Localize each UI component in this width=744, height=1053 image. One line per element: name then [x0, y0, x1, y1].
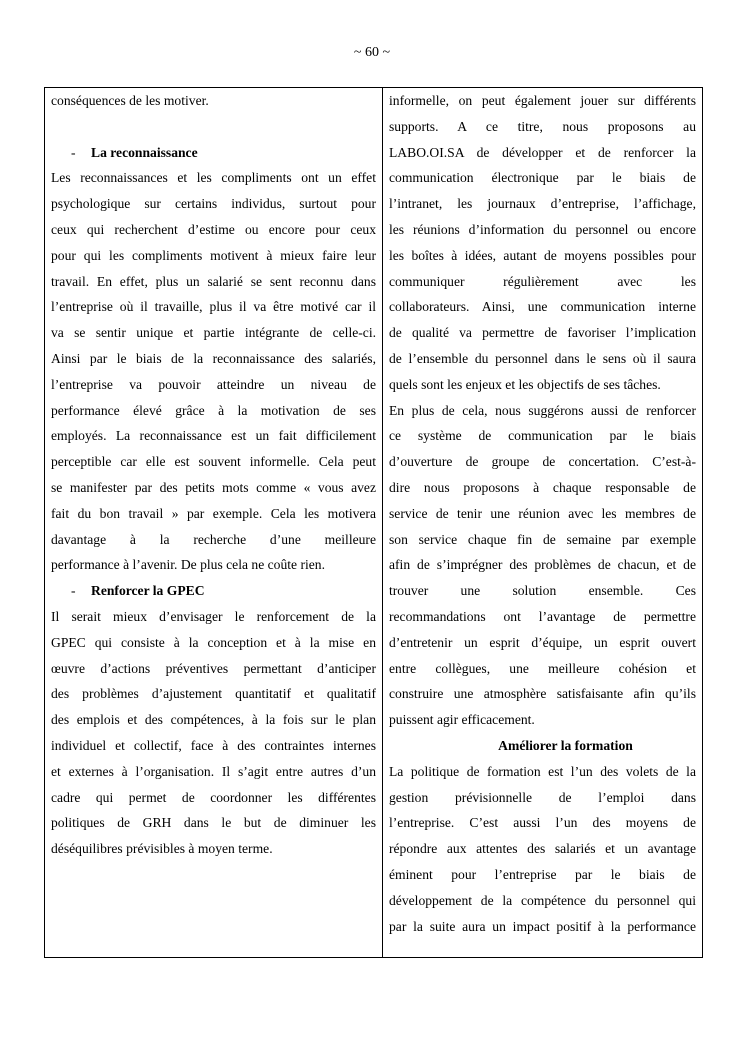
text-line: pour qui les compliments motivent à mieux faire leur — [51, 247, 376, 263]
text-line: politiques de GRH dans le but de diminuer les — [51, 815, 376, 831]
text-line: La politique de formation est l’un des volets de la — [389, 763, 696, 779]
text-line: communication électronique par le biais de — [389, 170, 696, 186]
text-line: d’ouverture de groupe de concertation. C’est-à- — [389, 454, 696, 470]
text-line: service de tenir une réunion avec les membres de — [389, 505, 696, 521]
section-heading-formation: Améliorer la formation — [498, 737, 633, 753]
heading-text: Renforcer la GPEC — [91, 583, 205, 599]
text-line: Ainsi par le biais de la reconnaissance des salariés, — [51, 350, 376, 366]
text-line: par la suite aura un impact positif à la performance — [389, 918, 696, 934]
text-line: davantage à la recherche d’une meilleure — [51, 531, 376, 547]
text-line: des problèmes d’ajustement quantitatif et qualitatif — [51, 686, 376, 702]
text-line: LABO.OI.SA de développer et de renforcer la — [389, 144, 696, 160]
text-line: déséquilibres prévisibles à moyen terme. — [51, 841, 273, 857]
text-line: construire une atmosphère satisfaisante afin qu’ils — [389, 686, 696, 702]
text-line: En plus de cela, nous suggérons aussi de renforcer — [389, 402, 696, 418]
text-line: trouver une solution ensemble. Ces — [389, 583, 696, 599]
text-line: se manifester par des petits mots comme « vous avez — [51, 479, 376, 495]
text-line: dire nous proposons à chaque responsable de — [389, 479, 696, 495]
text-line: l’entreprise. C’est aussi l’un des moyens de — [389, 815, 696, 831]
text-line: travail. En effet, plus un salarié se sent reconnu dans — [51, 273, 376, 289]
page-number: ~ 60 ~ — [353, 45, 391, 60]
text-line: informelle, on peut également jouer sur différents — [389, 93, 696, 108]
text-line: l’intranet, les journaux d’entreprise, l’affichage, — [389, 196, 696, 212]
section-heading-gpec — [51, 578, 376, 604]
text-line: gestion prévisionnelle de l’emploi dans — [389, 789, 696, 805]
right-column — [383, 88, 702, 957]
text-line: œuvre d’actions préventives permettant d’anticiper — [51, 660, 376, 676]
text-line: conséquences de les motiver. — [51, 93, 209, 108]
left-column — [45, 88, 383, 957]
text-line: fait du bon travail » par exemple. Cela les motivera — [51, 505, 376, 521]
text-line: performance à l’avenir. De plus cela ne coûte rien. — [51, 557, 326, 573]
text-line: son service chaque fin de semaine par exemple — [389, 531, 696, 547]
text-line: les réunions d’information du personnel ou encore — [389, 221, 696, 237]
text-line: répondre aux attentes des salariés et un avantage — [389, 841, 696, 857]
text-line: individuel et collectif, face à des contraintes internes — [51, 737, 376, 753]
two-column-table — [44, 87, 703, 958]
text-line: employés. La reconnaissance est un fait difficilement — [51, 428, 376, 444]
text-line: puissent agir efficacement. — [389, 712, 535, 728]
text-line: ceux qui recherchent d’estime ou encore pour ceux — [51, 221, 376, 237]
text-line: l’entreprise où il travaille, plus il va être motivé car il — [51, 299, 376, 315]
text-line: afin de s’imprégner des problèmes de chacun, et de — [389, 557, 696, 573]
text-line: les boîtes à idées, autant de moyens possibles pour — [389, 247, 696, 263]
text-line: entre collègues, une meilleure cohésion et — [389, 660, 696, 676]
text-line: psychologique sur certains individus, surtout pour — [51, 196, 376, 212]
text-line: communiquer régulièrement avec les — [389, 273, 696, 289]
heading-text: La reconnaissance — [91, 144, 198, 160]
text-line: ce système de communication par le biais — [389, 428, 696, 444]
text-line: perceptible car elle est souvent informelle. Cela peut — [51, 454, 376, 470]
bullet-dash: - — [71, 144, 76, 160]
text-line: GPEC qui consiste à la conception et à la mise en — [51, 634, 376, 650]
text-line: recommandations ont l’avantage de permettre — [389, 608, 696, 624]
text-line: cadre qui permet de coordonner les différentes — [51, 789, 376, 805]
text-line: collaborateurs. Ainsi, une communication interne — [389, 299, 696, 315]
text-line: et externes à l’organisation. Il s’agit entre autres d’un — [51, 763, 376, 779]
text-line: éminent pour l’entreprise par le biais de — [389, 866, 696, 882]
text-line: Les reconnaissances et les compliments ont un effet — [51, 170, 376, 186]
text-line: des emplois et des compétences, à la fois sur le plan — [51, 712, 376, 728]
text-line: performance élevé grâce à la motivation de ses — [51, 402, 376, 418]
text-line: de qualité va permettre de favoriser l’implication — [389, 325, 696, 341]
text-line: quels sont les enjeux et les objectifs de ses tâches. — [389, 376, 661, 392]
text-line: de l’ensemble du personnel dans le sens où il saura — [389, 350, 696, 366]
text-line: Il serait mieux d’envisager le renforcement de la — [51, 608, 376, 624]
section-heading-reconnaissance — [51, 140, 376, 166]
text-line: va se sentir unique et partie intégrante de celle-ci. — [51, 325, 376, 341]
text-line: développement de la compétence du personnel qui — [389, 892, 696, 908]
text-line: d’entretenir un esprit d’équipe, un esprit ouvert — [389, 634, 696, 650]
text-line: supports. A ce titre, nous proposons au — [389, 118, 696, 134]
blank-line — [51, 114, 376, 140]
bullet-dash: - — [71, 583, 76, 599]
text-line: l’entreprise va pouvoir atteindre un niveau de — [51, 376, 376, 392]
